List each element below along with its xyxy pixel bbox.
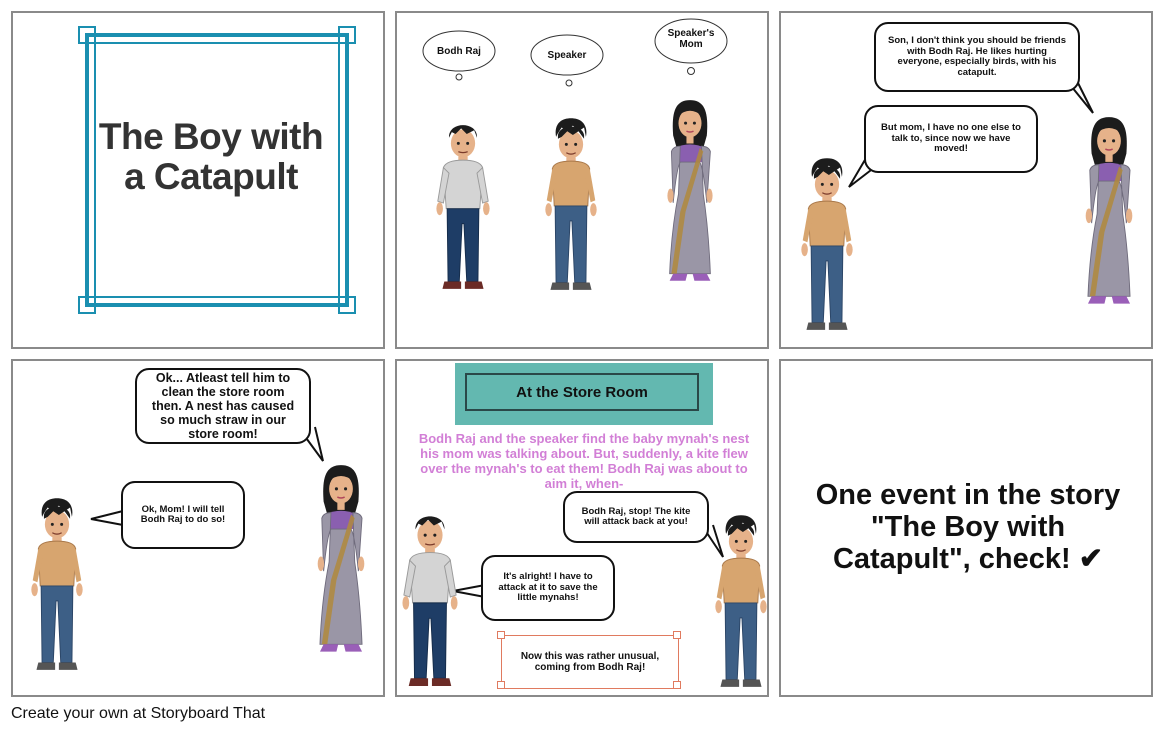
panel-store-room bbox=[395, 359, 769, 697]
character-mom bbox=[1077, 105, 1141, 323]
speech-bubble-son: Ok, Mom! I will tell Bodh Raj to do so! bbox=[121, 481, 245, 549]
panel-characters bbox=[395, 11, 769, 349]
speech-bubble-mom: Ok... Atleast tell him to clean the store room then. A nest has caused so much straw in our store room! bbox=[135, 368, 311, 444]
character-mom bbox=[659, 85, 721, 303]
character-bodh-raj bbox=[435, 109, 491, 299]
panel-closing bbox=[779, 359, 1153, 697]
note-corner bbox=[497, 631, 505, 639]
panel-conversation-1 bbox=[779, 11, 1153, 349]
speech-bubble-son: But mom, I have no one else to talk to, since now we have moved! bbox=[864, 105, 1038, 173]
scene-caption: At the Store Room bbox=[465, 373, 699, 411]
thought-label-mom: Speaker's Mom bbox=[667, 28, 715, 50]
panel-title bbox=[11, 11, 385, 349]
narration-text: Bodh Raj and the speaker find the baby mynah's nest his mom was talking about. But, suddenly, a kite flew over the mynah's to eat them! Bodh Raj was about to aim it, when- bbox=[418, 431, 750, 491]
character-speaker bbox=[29, 491, 85, 679]
speech-bubble-bodh: It's alright! I have to attack at it to save the little mynahs! bbox=[481, 555, 615, 621]
note-corner bbox=[497, 681, 505, 689]
character-speaker-shouting bbox=[713, 509, 769, 695]
narrator-note: Now this was rather unusual, coming from Bodh Raj! bbox=[501, 635, 679, 689]
panel-conversation-2 bbox=[11, 359, 385, 697]
character-mom bbox=[309, 453, 373, 671]
note-corner bbox=[673, 681, 681, 689]
note-corner bbox=[673, 631, 681, 639]
character-speaker-sad bbox=[799, 151, 855, 339]
scene-caption-box bbox=[455, 363, 713, 425]
story-title: The Boy with a Catapult bbox=[98, 116, 324, 197]
thought-label-bodh: Bodh Raj bbox=[437, 45, 481, 57]
speech-bubble-mom: Son, I don't think you should be friends with Bodh Raj. He likes hurting everyone, especially birds, with his catapult. bbox=[874, 22, 1080, 92]
footer-credit[interactable]: Create your own at Storyboard That bbox=[11, 705, 266, 722]
character-speaker bbox=[543, 111, 599, 299]
closing-text: One event in the story "The Boy with Catapult", check! ✔ bbox=[815, 479, 1121, 575]
thought-label-speaker: Speaker bbox=[547, 49, 587, 61]
speech-bubble-speaker: Bodh Raj, stop! The kite will attack back at you! bbox=[563, 491, 709, 543]
character-bodh-raj bbox=[401, 503, 459, 693]
